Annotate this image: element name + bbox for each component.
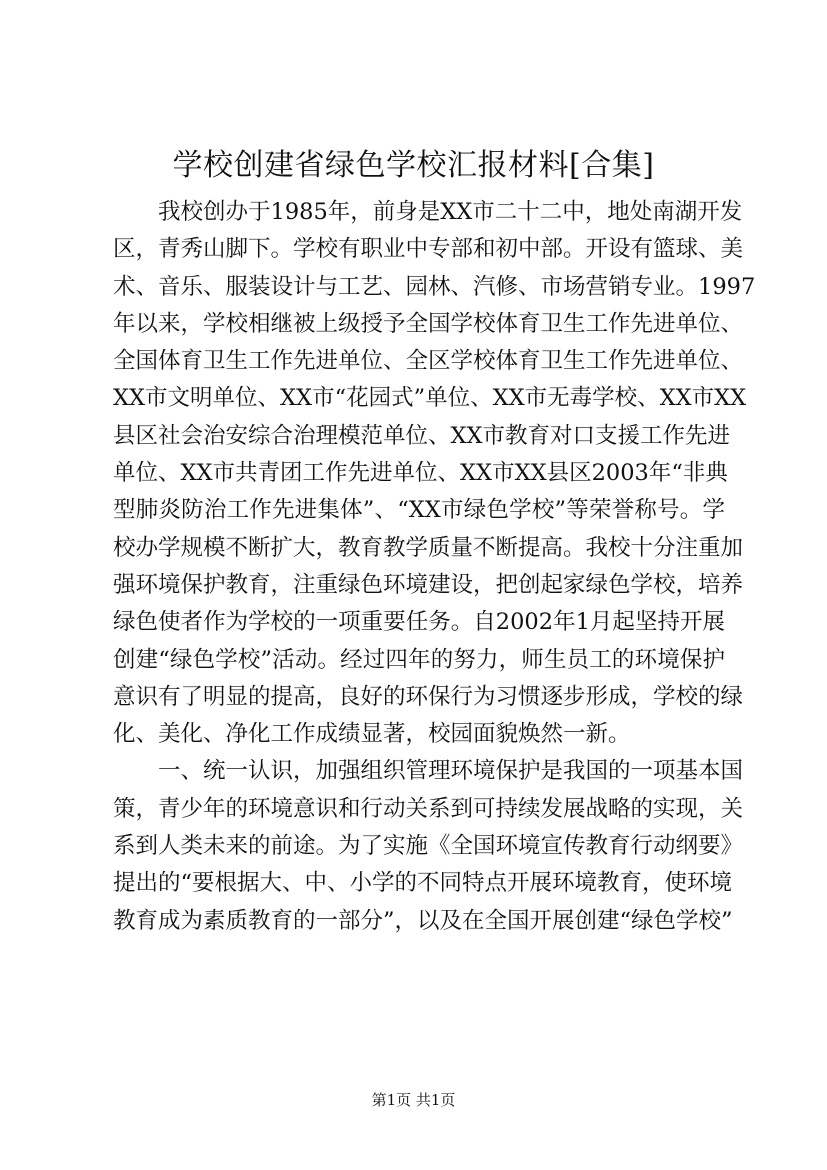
text-line: 单位、XX市共青团工作先进单位、XX市XX县区2003年“非典 [113, 460, 728, 487]
paragraph-2 [113, 753, 744, 939]
page-footer: 第1页 共1页 [371, 1091, 456, 1109]
text-line: 术、音乐、服装设计与工艺、园林、汽修、市场营销专业。1997 [113, 273, 756, 300]
paragraph-1 [113, 194, 756, 753]
text-line: 我校创办于1985年，前身是XX市二十二中，地处南湖开发 [158, 199, 743, 225]
document-title: 学校创建省绿色学校汇报材料[合集] [172, 148, 655, 183]
text-line: 绿色使者作为学校的一项重要任务。自2002年1月起坚持开展 [113, 609, 725, 636]
text-line: 强环境保护教育，注重绿色环境建设，把创起家绿色学校，培养 [113, 571, 744, 598]
text-line: 全国体育卫生工作先进单位、全区学校体育卫生工作先进单位、 [113, 348, 744, 375]
text-line: 意识有了明显的提高，良好的环保行为习惯逐步形成，学校的绿 [113, 683, 744, 710]
text-line: 教育成为素质教育的一部分”，以及在全国开展创建“绿色学校” [113, 907, 733, 934]
text-line: 提出的“要根据大、中、小学的不同特点开展环境教育，使环境 [113, 870, 733, 897]
text-line: 型肺炎防治工作先进集体”、“XX市绿色学校”等荣誉称号。学 [113, 497, 725, 524]
text-line: 创建“绿色学校”活动。经过四年的努力，师生员工的环境保护 [113, 646, 725, 673]
text-line: 一、统一认识，加强组织管理环境保护是我国的一项基本国 [158, 758, 744, 785]
text-line: 县区社会治安综合治理模范单位、XX市教育对口支援工作先进 [113, 422, 731, 449]
text-line: 年以来，学校相继被上级授予全国学校体育卫生工作先进单位、 [113, 310, 744, 337]
text-line: 校办学规模不断扩大，教育教学质量不断提高。我校十分注重加 [113, 534, 744, 561]
text-line: 区，青秀山脚下。学校有职业中专部和初中部。开设有篮球、美 [113, 236, 744, 263]
text-line: XX市文明单位、XX市“花园式”单位、XX市无毒学校、XX市XX [113, 385, 747, 412]
text-line: 化、美化、净化工作成绩显著，校园面貌焕然一新。 [113, 721, 631, 748]
text-line: 系到人类未来的前途。为了实施《全国环境宣传教育行动纲要》 [113, 833, 744, 860]
document-body [113, 194, 756, 940]
text-line: 策，青少年的环境意识和行动关系到可持续发展战略的实现，关 [113, 795, 744, 822]
